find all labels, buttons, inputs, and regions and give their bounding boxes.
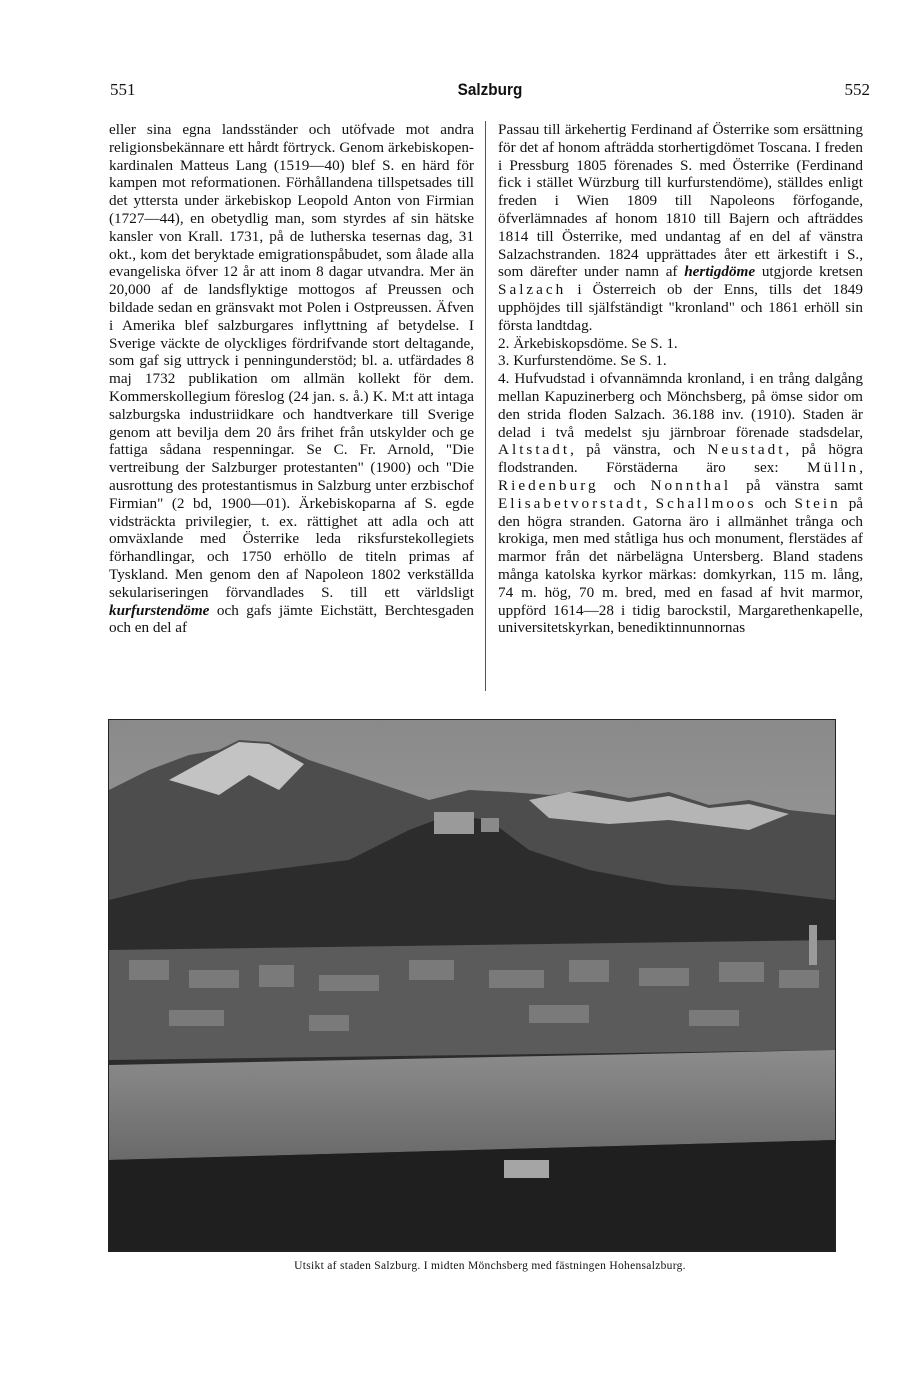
fortress [434, 812, 474, 834]
column-divider [485, 121, 486, 691]
spaced-name: Elisabetvorstadt [498, 494, 644, 512]
left-paragraph [109, 121, 474, 637]
spaced-name: Schallmoos [655, 494, 757, 512]
church-tower [809, 925, 817, 965]
right-paragraph-4: 4. Hufvudstad i ofvannämnda kronland, i en trång dalgång mellan Kapuzinerberg och Mönchsberg, på ömse sidor om den strida floden Salzach. 36.188 inv. (1910). Staden är delad i två medelst sju järnbroar förenade stadsdelar, Altstadt, på vänstra, och Neustadt, på högra flodstranden. Förstäderna äro sex: Mülln, Riedenburg och Nonnthal på vänstra samt Elisabetvorstadt, Schallmoos och Stein på den högra stranden. Gatorna äro i allmänhet trånga och krokiga, men med ståtliga hus och monument, flerstädes af marmor från det närbelägna Untersberg. Bland stadens många katolska kyrkor märkas: domkyrkan, 115 m. lång, 74 m. hög, 70 m. bred, med en fasad af hvit marmor, uppförd 1614—28 i tidig barockstil, Margarethenkapelle, universitetskyrkan, benediktinnunnornas [498, 370, 864, 637]
text-run: och [613, 476, 636, 494]
text-run: på vänstra samt [746, 476, 864, 494]
spaced-name: Neustadt [707, 441, 786, 459]
left-column [109, 121, 474, 637]
spaced-name: Altstadt [498, 441, 571, 459]
left-text-end: och gafs jämte Eichstätt, Berchtesgaden och en del af [109, 601, 474, 637]
running-title: Salzburg [457, 80, 523, 99]
text-run: i Österreich ob der Enns, tills det 1849 upphöjdes till själfständigt "kronland" och 1861 erhöll sin första landtdag. [498, 281, 863, 334]
text-run: , på vänstra, och [570, 441, 696, 459]
spaced-name: Stein [794, 494, 841, 512]
list-item-2: 2. Ärkebiskopsdöme. Se S. 1. [498, 334, 678, 352]
italic-term: hertigdöme [684, 263, 756, 281]
foreground-building [504, 1160, 549, 1178]
spaced-name: Riedenburg [498, 476, 599, 494]
city-rooftops [109, 940, 835, 1060]
left-text: eller sina egna landsständer och utöfvade mot andra religionsbekännare ett hårdt förtryck. Genom ärkebiskopen-kardinalen Matteus Lang (1519—40) blef S. en härd för kampen mot reformationen. Förhållandena tillspetsades till det yttersta under ärkebiskop Leopold Anton von Firmian (1727—44), en obetydlig man, som styrdes af sin hätske kansler von Krall. 1731, på de lutherska tesernas dag, 31 okt., kom det beryktade emigrationspåbudet, som ålade alla evangeliska öfver 12 år att inom 8 dagar utvandra. Mer än 20,000 af de landsflyktige mottogos af Preussen och bildade sedan en gränsvakt mot Polen i Ostpreussen. Äfven i Amerika blef salzburgares inflyttning af betydelse. I Sverige väckte de olyckliges fördrifvande stort deltagande, som gaf sig uttryck i penningunderstöd; bl. a. utfärdades 8 maj 1732 publikation om allmän kollekt för dem. Kommerskollegium föreslog (24 jan. s. å.) K. M:t att intaga salzburgska industriidkare och handtverkare till Sverige genom att bevilja dem 20 års frihet från utskylder och ge fattiga sådana respenningar. Se C. Fr. Arnold, "Die vertreibung der Salzburger protestanten" (1900) och "Die ausrottung des protestantismus in Salzburg unter erzbischof Firmian" (2 bd, 1900—01). Ärkebiskoparna af S. egde vidsträckta privilegier, t. ex. rättighet att adla och att omväxlande med Österrike leda riksfurstekollegiets förhandlingar, och 1750 erhöllo de titeln primas af Tyskland. Men genom den af Napoleon 1802 verkställda sekulariseringen förvandlades S. till ett världsligt [109, 121, 474, 601]
salzburg-photograph [108, 719, 836, 1252]
text-run: och [764, 494, 787, 512]
page-number-right: 552 [844, 80, 870, 99]
text-run: Passau till ärkehertig Ferdinand af Österrike som ersättning för det af honom afträdda storhertigdömet Toscana. I freden i Pressburg 1805 förenades S. med Österrike (Ferdinand fick i stället Würzburg till kurfurstendöme), ställdes enligt freden i Wien 1809 till Napoleons förfogande, öfverlämnades af honom 1810 till Bajern och afträddes 1814 till Österrike, med undantag af en del af vänstra Salzachstranden. 1824 upprättades åter ett ärkestift i S., som därefter under namn af [498, 121, 863, 281]
text-run: , på högra flodstranden. Förstäderna äro sex: [498, 441, 864, 477]
photo-illustration [109, 720, 835, 1251]
right-column [498, 121, 863, 637]
italic-term: kurfurstendöme [109, 601, 210, 619]
page-header [110, 80, 870, 104]
right-paragraph-1 [498, 121, 863, 335]
text-run: utgjorde kretsen [761, 263, 863, 281]
page-number-left: 551 [110, 80, 136, 99]
photo-caption: Utsikt af staden Salzburg. I midten Mönchsberg med fästningen Hohensalzburg. [294, 1260, 686, 1272]
fortress-tower [481, 818, 499, 832]
text-run: 4. Hufvudstad i ofvannämnda kronland, i en trång dalgång mellan Kapuzinerberg och Mönchsberg, på ömse sidor om den strida floden Salzach. 36.188 inv. (1910). Staden är delad i två medelst sju järnbroar förenade stadsdelar, [498, 370, 863, 441]
text-run: på den högra stranden. Gatorna äro i allmänhet trånga och krokiga, men med ståtliga hus och monument, flerstädes af marmor från det närbelägna Untersberg. Bland stadens många katolska kyrkor märkas: domkyrkan, 115 m. lång, 74 m. hög, 70 m. bred, med en fasad af hvit marmor, uppförd 1614—28 i tidig barockstil, Margarethenkapelle, universitetskyrkan, benediktinnunnornas [498, 494, 864, 637]
spaced-name: Nonnthal [650, 476, 732, 494]
spaced-name: Mülln [807, 459, 860, 477]
list-item-3: 3. Kurfurstendöme. Se S. 1. [498, 352, 667, 370]
spaced-name: Salzach [498, 281, 567, 299]
